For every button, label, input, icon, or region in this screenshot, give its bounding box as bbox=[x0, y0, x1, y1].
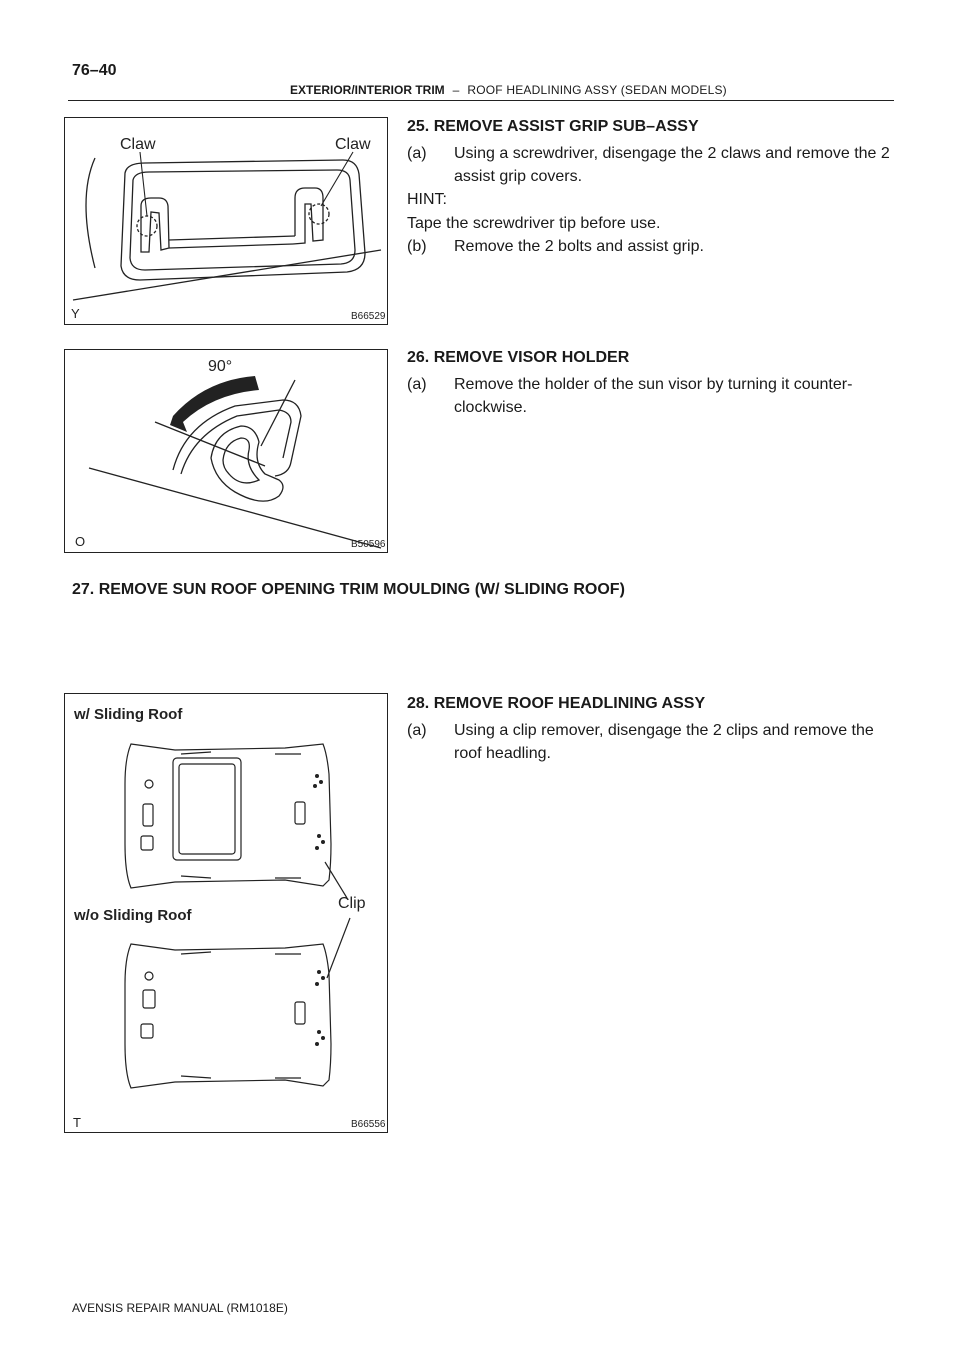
step-27-title: 27. REMOVE SUN ROOF OPENING TRIM MOULDING (W/ SLIDING ROOF) bbox=[72, 581, 625, 598]
step-26-a-marker: (a) bbox=[407, 376, 427, 393]
figure-corner-mark: T bbox=[73, 1115, 81, 1130]
step-26-a-text: Remove the holder of the sun visor by turning it counter-clockwise. bbox=[454, 376, 853, 416]
figure-code: B50596 bbox=[351, 539, 386, 550]
label-angle: 90° bbox=[208, 358, 233, 375]
figure-code: B66529 bbox=[351, 311, 386, 322]
figure-assist-grip bbox=[64, 117, 388, 325]
header-section: EXTERIOR/INTERIOR TRIM bbox=[290, 83, 445, 97]
step-28-title: 28. REMOVE ROOF HEADLINING ASSY bbox=[407, 695, 706, 712]
figure-roof-headlining bbox=[64, 693, 388, 1133]
page-number: 76–40 bbox=[72, 62, 117, 79]
figure-visor-holder bbox=[64, 349, 388, 553]
step-25-hint-label: HINT: bbox=[407, 191, 447, 208]
step-28-a-text: Using a clip remover, disengage the 2 clips and remove the roof headling. bbox=[454, 722, 874, 762]
label-claw-left: Claw bbox=[120, 136, 156, 153]
step-26-a bbox=[407, 373, 899, 419]
header-rule bbox=[68, 100, 894, 101]
figure-code: B66556 bbox=[351, 1119, 386, 1130]
header-dash: – bbox=[452, 83, 460, 97]
figure-corner-mark: Y bbox=[71, 306, 80, 321]
footer-manual-id: AVENSIS REPAIR MANUAL (RM1018E) bbox=[72, 1301, 288, 1315]
step-25-b bbox=[407, 235, 899, 258]
step-25-a-text: Using a screwdriver, disengage the 2 claws and remove the 2 assist grip covers. bbox=[454, 145, 890, 185]
figure-corner-mark: O bbox=[75, 534, 86, 549]
label-claw-right: Claw bbox=[335, 136, 371, 153]
step-25-b-marker: (b) bbox=[407, 238, 427, 255]
header-title bbox=[290, 83, 727, 97]
visor-holder-illustration bbox=[65, 350, 389, 554]
header-subsection: ROOF HEADLINING ASSY (SEDAN MODELS) bbox=[467, 83, 727, 97]
label-with-sliding-roof: w/ Sliding Roof bbox=[74, 706, 183, 723]
step-25-hint-text: Tape the screwdriver tip before use. bbox=[407, 215, 661, 232]
step-25-a-marker: (a) bbox=[407, 145, 427, 162]
step-26-title: 26. REMOVE VISOR HOLDER bbox=[407, 349, 630, 366]
label-clip: Clip bbox=[338, 895, 366, 912]
step-25-a bbox=[407, 142, 899, 188]
step-28-a bbox=[407, 719, 899, 765]
label-without-sliding-roof: w/o Sliding Roof bbox=[74, 907, 192, 924]
step-25-title: 25. REMOVE ASSIST GRIP SUB–ASSY bbox=[407, 118, 699, 135]
step-28-a-marker: (a) bbox=[407, 722, 427, 739]
step-25-b-text: Remove the 2 bolts and assist grip. bbox=[454, 238, 704, 255]
